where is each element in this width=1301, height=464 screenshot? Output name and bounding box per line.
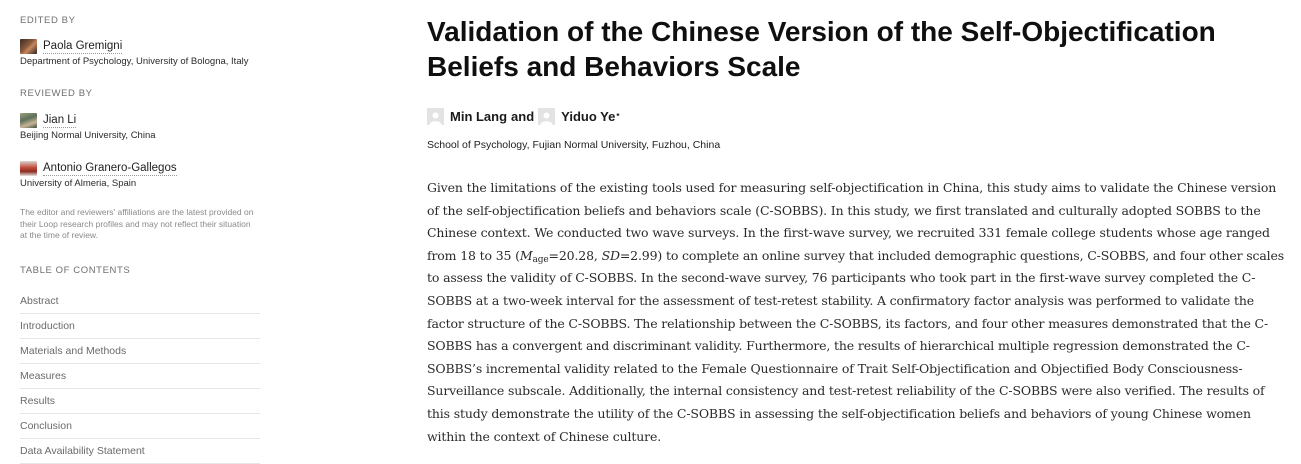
author-name[interactable]: Min Lang bbox=[450, 108, 508, 124]
author-separator: and bbox=[511, 108, 535, 124]
author-list bbox=[427, 106, 619, 126]
toc-item-data-availability[interactable]: Data Availability Statement bbox=[20, 439, 260, 464]
toc-item-conclusion[interactable]: Conclusion bbox=[20, 414, 260, 439]
reviewed-by-heading: REVIEWED BY bbox=[20, 88, 93, 99]
edited-by-heading: EDITED BY bbox=[20, 15, 76, 26]
reviewer-name-link[interactable]: Jian Li bbox=[43, 113, 77, 126]
reviewer-affiliation: University of Almeria, Spain bbox=[20, 178, 137, 189]
author-institution: School of Psychology, Fujian Normal University, Fuzhou, China bbox=[427, 139, 721, 151]
avatar-photo-icon bbox=[20, 39, 37, 54]
avatar-photo-icon bbox=[20, 113, 37, 128]
table-of-contents bbox=[20, 289, 260, 464]
editor-name-link[interactable]: Paola Gremigni bbox=[43, 39, 123, 52]
abstract-text: Given the limitations of the existing tools used for measuring self-objectification in China, this study aims to validate the Chinese version of the self-objectification beliefs and behaviors scale (C-SOBBS). In this study, we first translated and culturally adopted SOBBS to the Chinese context. We conducted two wave surveys. In the first-wave survey, we recruited 331 female college students whose age ranged from 18 to 35 ($M_{age}=20.28$, SD=2.99) to complete an online survey that included demographic questions, C-SOBBS, and four other scales to assess the validity of C-SOBBS. In the second-wave survey, 76 participants who took part in the first-wave survey completed the C-SOBBS at a two-week interval for the assessment of test-retest stability. A confirmatory factor analysis was performed to validate the factor structure of the C-SOBBS. The relationship between the C-SOBBS, its factors, and four other measures demonstrated that the C-SOBBS has a convergent and discriminant validity. Furthermore, the results of hierarchical multiple regression demonstrated the C-SOBBS’s incremental validity related to the Female Questionnaire of Trait Self-Objectification and Objectified Body Consciousness-Surveillance subscale. Additionally, the internal consistency and test-retest reliability of the C-SOBBS were also verified. The results of this study demonstrate the utility of the C-SOBBS in assessing the self-objectification beliefs and behaviors of young Chinese women within the context of Chinese culture. bbox=[427, 180, 1284, 444]
reviewer bbox=[20, 112, 156, 141]
toc-item-materials-and-methods[interactable]: Materials and Methods bbox=[20, 339, 260, 364]
reviewer-name-link[interactable]: Antonio Granero-Gallegos bbox=[43, 161, 177, 174]
toc-item-measures[interactable]: Measures bbox=[20, 364, 260, 389]
toc-item-introduction[interactable]: Introduction bbox=[20, 314, 260, 339]
person-placeholder-icon bbox=[427, 108, 444, 125]
reviewer bbox=[20, 160, 177, 189]
toc-item-results[interactable]: Results bbox=[20, 389, 260, 414]
reviewer-affiliation: Beijing Normal University, China bbox=[20, 130, 156, 141]
avatar-photo-icon bbox=[20, 161, 37, 176]
editor-affiliation: Department of Psychology, University of Bologna, Italy bbox=[20, 56, 249, 67]
toc-item-abstract[interactable]: Abstract bbox=[20, 289, 260, 314]
author-name[interactable]: Yiduo Ye bbox=[561, 108, 616, 124]
affiliation-note: The editor and reviewers' affiliations are the latest provided on their Loop research profiles and may not reflect their situation at the time of review. bbox=[20, 207, 254, 240]
person-placeholder-icon bbox=[538, 108, 555, 125]
editor bbox=[20, 38, 248, 67]
corresponding-author-marker: * bbox=[616, 111, 620, 121]
article-title: Validation of the Chinese Version of the Self-Objectification Beliefs and Behaviors Scale bbox=[427, 16, 1216, 82]
toc-heading: TABLE OF CONTENTS bbox=[20, 265, 131, 276]
